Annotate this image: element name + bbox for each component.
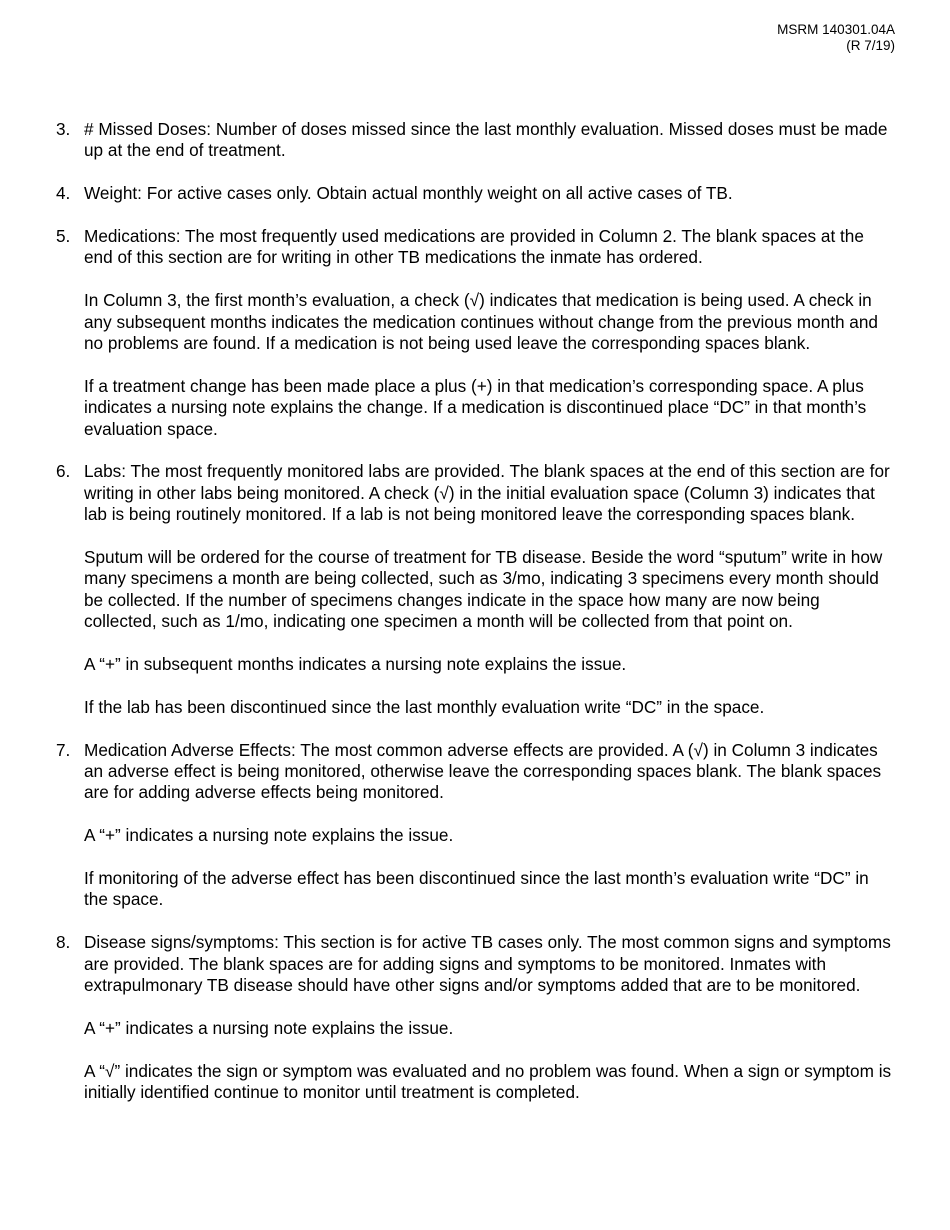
form-id: MSRM 140301.04A xyxy=(777,22,895,37)
item-paragraph: Weight: For active cases only. Obtain actual monthly weight on all active cases of TB. xyxy=(84,183,733,204)
item-paragraph: If a treatment change has been made place a plus (+) in that medication’s corresponding space. A plus indicates a nursing note explains the change. If a medication is discontinued place “DC” in that month’s evaluation space. xyxy=(84,375,867,439)
list-item xyxy=(56,226,894,440)
item-paragraph: Sputum will be ordered for the course of treatment for TB disease. Beside the word “sputum” write in how many specimens a month are being collected, such as 3/mo, indicating 3 specimens every month should be collected. If the number of specimens changes indicate in the space how many are now being collected, such as 1/mo, indicating one specimen a month will be collected from that point on. xyxy=(84,547,883,632)
list-item xyxy=(56,119,894,162)
item-number: 6. xyxy=(56,461,71,482)
form-revision: (R 7/19) xyxy=(846,38,895,53)
item-paragraph: Labs: The most frequently monitored labs are provided. The blank spaces at the end of this section are for writing in other labs being monitored. A check (√) in the initial evaluation space (Column 3) indicates that lab is being routinely monitored. If a lab is not being monitored leave the corresponding spaces blank. xyxy=(84,461,890,525)
item-paragraph: If monitoring of the adverse effect has been discontinued since the last month’s evaluation write “DC” in the space. xyxy=(84,868,869,910)
list-item xyxy=(56,461,894,718)
item-paragraph: In Column 3, the first month’s evaluation, a check (√) indicates that medication is being used. A check in any subsequent months indicates the medication continues without change from the previous month and no problems are found. If a medication is not being used leave the corresponding spaces blank. xyxy=(84,290,878,354)
item-paragraph: A “+” in subsequent months indicates a nursing note explains the issue. xyxy=(84,654,627,675)
item-paragraph: # Missed Doses: Number of doses missed since the last monthly evaluation. Missed doses must be made up at the end of treatment. xyxy=(84,119,888,161)
item-paragraph: Medication Adverse Effects: The most common adverse effects are provided. A (√) in Column 3 indicates an adverse effect is being monitored, otherwise leave the corresponding spaces blank. The blank spaces are for adding adverse effects being monitored. xyxy=(84,739,882,803)
item-paragraph: Disease signs/symptoms: This section is for active TB cases only. The most common signs and symptoms are provided. The blank spaces are for adding signs and symptoms to be monitored. Inmates with extrapulmonary TB disease should have other signs and/or symptoms added that are to be monitored. xyxy=(84,932,891,996)
list-item xyxy=(56,932,894,1103)
item-number: 5. xyxy=(56,226,71,246)
item-paragraph: A “√” indicates the sign or symptom was evaluated and no problem was found. When a sign or symptom is initially identified continue to monitor until treatment is completed. xyxy=(84,1060,892,1103)
list-item xyxy=(56,740,894,911)
item-paragraph: If the lab has been discontinued since the last monthly evaluation write “DC” in the space. xyxy=(84,696,765,717)
instructions-list xyxy=(56,119,894,1125)
item-paragraph: A “+” indicates a nursing note explains the issue. xyxy=(84,1017,454,1038)
list-item xyxy=(56,183,894,204)
item-number: 4. xyxy=(56,183,71,204)
item-paragraph: A “+” indicates a nursing note explains the issue. xyxy=(84,825,454,846)
item-number: 3. xyxy=(56,119,71,139)
item-number: 7. xyxy=(56,739,71,760)
item-paragraph: Medications: The most frequently used medications are provided in Column 2. The blank spaces at the end of this section are for writing in other TB medications the inmate has ordered. xyxy=(84,226,864,268)
form-header xyxy=(777,22,895,54)
item-number: 8. xyxy=(56,932,71,953)
